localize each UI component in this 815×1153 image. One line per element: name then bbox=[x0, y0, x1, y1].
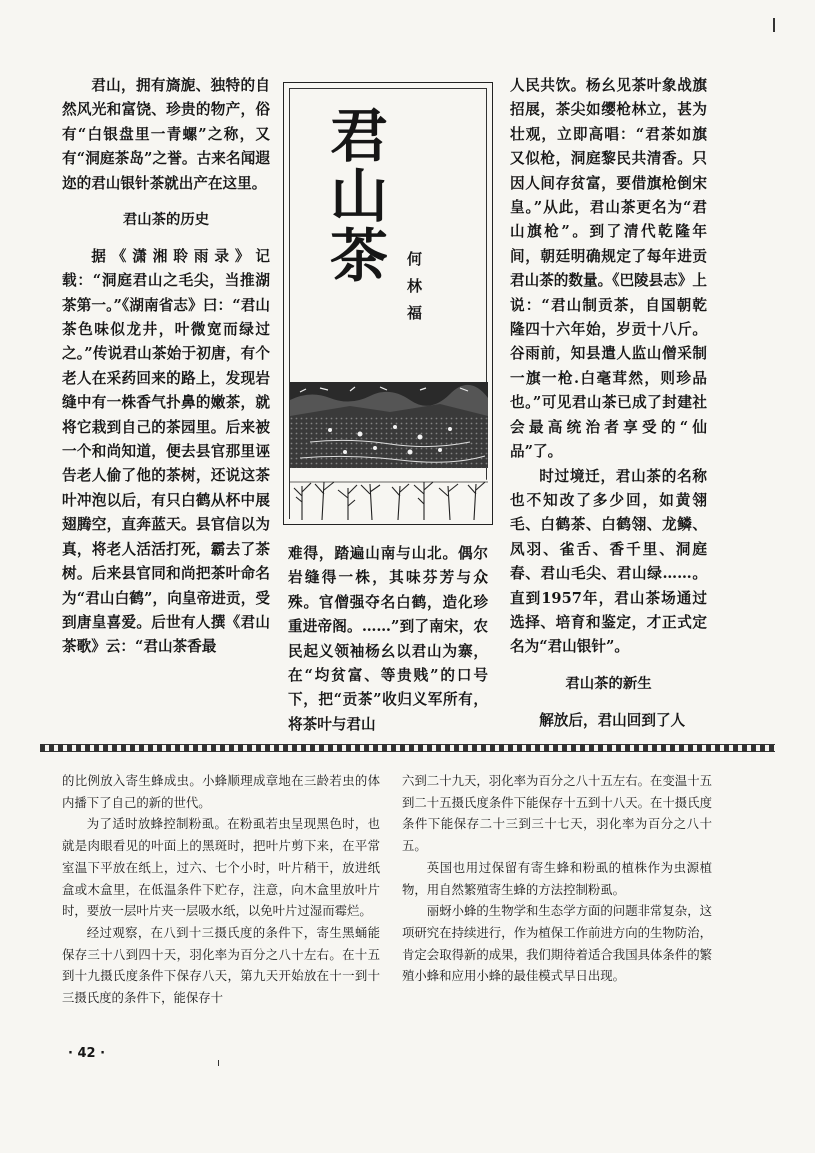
page-number: · 42 · bbox=[68, 1046, 106, 1061]
article-author: 何林福 bbox=[405, 251, 423, 332]
lower-right-paragraph-3: 丽蚜小蜂的生物学和生态学方面的问题非常复杂，这项研究在持续进行，作为植保工作前进方向的生物防治，肯定会取得新的成果，我们期待着适合我国具体条件的繁殖小蜂和应用小蜂的最佳模式早日出现。 bbox=[402, 903, 712, 984]
lower-right-paragraph-2: 英国也用过保留有寄生蜂和粉虱的植株作为虫源植物，用自然繁殖寄生蜂的方法控制粉虱。 bbox=[402, 859, 712, 897]
landscape-illustration bbox=[290, 382, 488, 520]
column-3-paragraph-2: 时过境迁，君山茶的名称也不知改了多少回，如黄翎毛、白鹤茶、白鹤翎、龙鳞、凤羽、雀舌、香千里、洞庭春、君山毛尖、君山绿……。直到1957年，君山茶场通过选择、培育和鉴定，才正式定名为“君山银针”。 bbox=[510, 467, 707, 656]
article-title: 君山茶 bbox=[320, 105, 388, 285]
section-heading-new: 君山茶的新生 bbox=[565, 674, 652, 692]
article-column-1 bbox=[62, 74, 270, 660]
lower-right-paragraph-1: 六到二十九天，羽化率为百分之八十五左右。在变温十五到二十五摄氏度条件下能保存十五到十八天。在十摄氏度条件下能保存二十三到三十七天，羽化率为百分之八十五。 bbox=[402, 773, 712, 854]
title-box-inner-frame bbox=[289, 88, 487, 519]
history-paragraph: 据《潇湘聆雨录》记载：“洞庭君山之毛尖，当推湖茶第一。”《湖南省志》曰：“君山茶色味似龙井，叶微宽而绿过之。”传说君山茶始于初唐，有个老人在采药回来的路上，发现岩缝中有一株香气扑鼻的嫩茶，就将它栽到自己的茶园里。后来被一个和尚知道，便去县官那里诬告老人偷了他的茶树，还说这茶叶冲泡以后，有只白鹤从杯中展翅腾空，直奔蓝天。县官信以为真，将老人活活打死，霸去了茶树。后来县官同和尚把茶叶命名为“君山白鹤”，向皇帝进贡，受到唐皇喜爱。后世有人撰《君山茶歌》云：“君山茶香最 bbox=[62, 247, 270, 656]
column-2-paragraph: 难得，踏遍山南与山北。偶尔岩缝得一株，其味芬芳与众殊。官僧强夺名白鹤，造化珍重进帝阁。……”到了南宋，农民起义领袖杨幺以君山为寨，在“均贫富、等贵贱”的口号下，把“贡茶”收归义军所有，将茶叶与君山 bbox=[288, 545, 488, 733]
article-column-2 bbox=[288, 542, 488, 737]
lower-right-column bbox=[402, 770, 712, 987]
lower-left-paragraph-3: 经过观察，在八到十三摄氏度的条件下，寄生黑蛹能保存三十八到四十天，羽化率为百分之八十左右。在十五到十九摄氏度条件下保存八天，第九天开始放在十一到十三摄氏度的条件下，能保存十 bbox=[62, 924, 380, 1006]
column-3-paragraph-3: 解放后，君山回到了人 bbox=[539, 711, 686, 729]
title-box bbox=[283, 82, 493, 525]
article-column-3 bbox=[510, 74, 707, 733]
scan-mark bbox=[218, 1060, 219, 1066]
column-3-paragraph-1: 人民共饮。杨幺见茶叶象战旗招展，茶尖如缨枪林立，甚为壮观，立即高唱：“君茶如旗又似枪，洞庭黎民共清香。只因人间存贫富，要借旗枪倒宋皇。”从此，君山茶更名为“君山旗枪”。到了清代乾隆年间，朝廷明确规定了每年进贡君山茶的数量。《巴陵县志》上说：“君山制贡茶，自国朝乾隆四十六年始，岁贡十八斤。谷雨前，知县遣人监山僧采制一旗一枪.白毫茸然，则珍品也。”可见君山茶已成了封建社会最高统治者享受的“仙品”了。 bbox=[510, 77, 708, 461]
decorative-divider bbox=[40, 744, 775, 752]
foreground-trees bbox=[290, 468, 488, 520]
lower-left-paragraph-1: 的比例放入寄生蜂成虫。小蜂顺理成章地在三龄若虫的体内播下了自己的新的世代。 bbox=[62, 773, 380, 810]
intro-paragraph: 君山，拥有旖旎、独特的自然风光和富饶、珍贵的物产，俗有“白银盘里一青螺”之称，又有“洞庭茶岛”之誉。古来名闻遐迩的君山银针茶就出产在这里。 bbox=[62, 77, 270, 192]
section-heading-history: 君山茶的历史 bbox=[122, 211, 210, 229]
scan-mark bbox=[773, 18, 775, 32]
lower-left-paragraph-2: 为了适时放蜂控制粉虱。在粉虱若虫呈现黑色时，也就是肉眼看见的叶面上的黑斑时，把叶片剪下来，在平常室温下平放在纸上，过六、七个小时，叶片稍干，放进纸盒或木盒里，在低温条件下贮存，注意，向木盒里放叶片时，要放一层叶片夹一层吸水纸，以免叶片过湿而霉烂。 bbox=[62, 816, 380, 919]
lower-left-column bbox=[62, 770, 380, 1009]
